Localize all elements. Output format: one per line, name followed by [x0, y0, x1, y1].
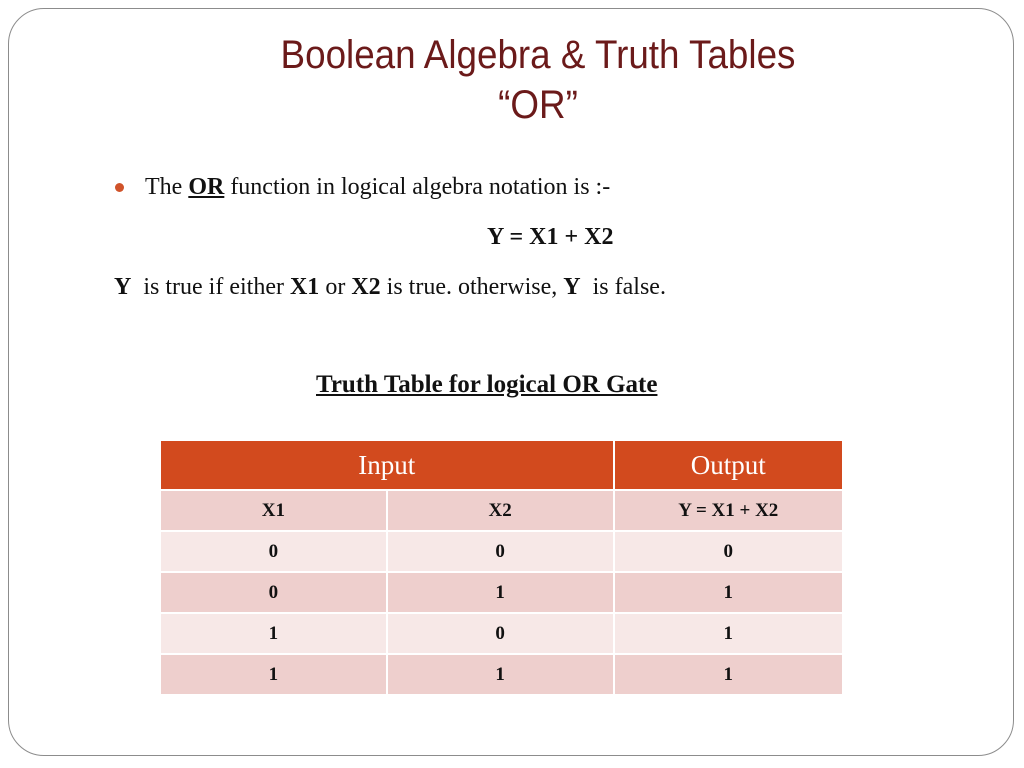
input-header: Input: [160, 440, 614, 490]
statement-part4: is false.: [592, 274, 666, 300]
title-line-1: Boolean Algebra & Truth Tables: [280, 33, 796, 77]
table-cell: 0: [614, 531, 844, 572]
intro-bullet: [145, 171, 610, 203]
intro-suffix: function in logical algebra notation is :-: [230, 174, 611, 200]
title-line-2: “OR”: [498, 83, 578, 127]
output-header: Output: [614, 440, 844, 490]
intro-keyword: OR: [188, 174, 225, 200]
table-row: [160, 572, 843, 613]
table-cell: 1: [614, 654, 844, 695]
table-cell: 1: [614, 613, 844, 654]
or-formula: Y = X1 + X2: [487, 224, 614, 250]
table-cell: 1: [387, 572, 614, 613]
table-row: [160, 531, 843, 572]
or-statement: [114, 271, 666, 303]
table-cell: 1: [160, 654, 387, 695]
column-header-row: [160, 490, 843, 531]
statement-part2: or: [325, 274, 346, 300]
table-cell: 0: [160, 572, 387, 613]
table-cell: 0: [160, 531, 387, 572]
slide-title: [43, 30, 1024, 130]
statement-part1: is true if either: [143, 274, 284, 300]
table-cell: 1: [387, 654, 614, 695]
column-header-x1: X1: [160, 490, 387, 531]
column-header-y: Y = X1 + X2: [614, 490, 844, 531]
statement-x1: X1: [289, 274, 320, 300]
statement-y2: Y: [563, 274, 581, 300]
table-caption: Truth Table for logical OR Gate: [316, 371, 658, 398]
table-group-header-row: [160, 440, 843, 490]
statement-x2: X2: [351, 274, 381, 300]
bullet-dot-icon: [115, 183, 124, 192]
column-header-x2: X2: [387, 490, 614, 531]
table-cell: 0: [387, 613, 614, 654]
table-cell: 1: [160, 613, 387, 654]
table-row: [160, 613, 843, 654]
statement-part3: is true. otherwise,: [386, 274, 558, 300]
statement-y1: Y: [114, 274, 132, 300]
truth-table: [159, 439, 844, 696]
intro-prefix: The: [145, 174, 183, 200]
table-cell: 0: [387, 531, 614, 572]
table-row: [160, 654, 843, 695]
table-cell: 1: [614, 572, 844, 613]
